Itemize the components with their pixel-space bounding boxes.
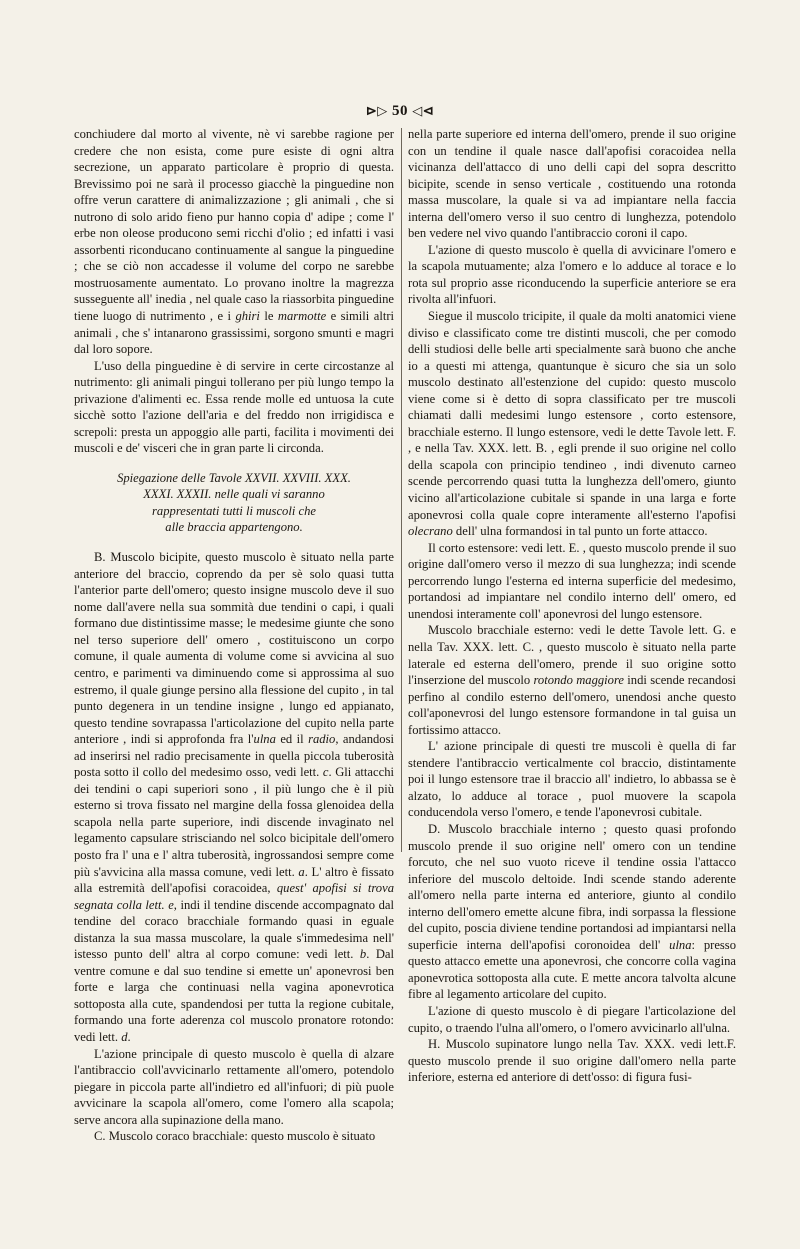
ornament-left-icon: ⊳▷: [365, 103, 388, 118]
paragraph: D. Muscolo bracchiale interno ; questo quasi profondo muscolo prende il suo origine nell' omero con un tendine forcuto, che nel suo vuoto riceve il tendine ossia l'attacco inferiore del muscolo deltoide. Indi scende stando aderente all'omero nella parte interna ed anteriore, giunto al condilo interno dell'omero emette alcune fibra, indi sorpassa la flessione del cupito, poscia diviene tendine portandosi ad impiantarsi nella superficie interna dell'apofisi coronoidea dell' ulna: presso questo attacco emette una aponevrosi, che concorre colla vagina aponevrotica sottoposta alla cute. E mette ancora talvolta alcune fibre al legamento articolare del cupito.: [408, 821, 737, 1002]
left-column: [74, 126, 394, 1145]
paragraph: B. Muscolo bicipite, questo muscolo è situato nella parte anteriore del braccio, coprendo da per sè solo quasi tutta l'anterior parte dell'omero; questo insigne muscolo deve il suo nome dall'avere nella sua sommità due tendini o capi, i quali formano due distintissime masse; le medesime giunte che sono nel terso superiore dell' omero , costituiscono un corpo comune, il quale aumenta di volume come si avvicina al suo centro, e parimenti va diminuendo come si approssima al suo estremo, il quale giunge persino alla flessione del cupito , in tal punto degenera in un tendine insigne , lungo ed appianato, questo tendine sovrapassa l'articolazione del cupito nella parte anteriore , indi si approfonda fra l'ulna ed il radio, andandosi ad inserirsi nel radio precisamente in quella piccola tuberosità posta sotto il collo del medesimo osso, vedi lett. c. Gli attacchi dei tendini o capi superiori sono , il più lungo che è il più esterno si trova fissato nel margine della fossa glenoidea della scapola nella parte superiore, indi discende invaginato nel legamento capsulare strisciando nel solco bicipitale dell'omero posto fra l' una e l' altra tuberosità, ingrossandosi sempre come più s'avvicina alla massa comune, vedi lett. a. L' altro è fissato alla estremità dell'apofisi coracoidea, quest' apofisi si trova segnata colla lett. e, indi il tendine discende accompagnato dal tendine del coraco bracchiale formando quasi in eguale distanza la sua massa muscolare, la quale s'immedesima nell' istesso punto dell' altra al corpo comune: vedi lett. b. Dal ventre comune e dal suo tendine si emette un' aponevrosi ben forte e larga che continuasi nella vagina aponevrotica sottoposta alla cute, spandendosi per tutta la regione cubitale, formando una forte aderenza col muscolo pronatore rotondo: vedi lett. d.: [74, 550, 395, 1044]
paragraph: Il corto estensore: vedi lett. E. , questo muscolo prende il suo origine dall'omero verso il mezzo di sua lunghezza; indi scende percorrendo lungo l'esterna ed interna superficie del medesimo, portandosi ad impiantare nel condilo interno dell' omero, ed unendosi interamente coll' aponevrosi del lungo estensore.: [408, 540, 736, 621]
paragraph: L'azione di questo muscolo è di piegare l'articolazione del cupito, o traendo l'ulna all'omero, o l'omero avvicinarlo all'ulna.: [408, 1003, 736, 1035]
paragraph: L'azione di questo muscolo è quella di avvicinare l'omero e la scapola mutuamente; alza l'omero e lo adduce al torace e lo rota sul proprio asse riconducendo la superficie anteriore se era rivolta all'infuori.: [408, 242, 736, 307]
paragraph: L'uso della pinguedine è di servire in certe circostanze al nutrimento: gli animali pingui tollerano per più lungo tempo la privazione d'alimenti ec. Essa rende molle ed untuosa la cute sicchè sotto l'azione dell'aria e del freddo non irrigidisca e screpoli: presta un appoggio alle parti, facilita i movimenti dei muscoli e de' visceri che in gran parte li circonda.: [74, 358, 394, 456]
column-divider: [401, 128, 402, 852]
right-column: [408, 126, 736, 1086]
page-header: [0, 103, 800, 120]
section-caption: [74, 470, 394, 535]
paragraph: L' azione principale di questi tre muscoli è quella di far stendere l'antibraccio verticalmente col braccio, distintamente poi il lungo estensore trae il braccio all' indietro, lo abbassa se è alzato, lo adduce al torace , puol muovere la scapola conducendola verso l'omero, e tende l'aponevrosi cubitale.: [408, 739, 736, 820]
caption-line: Spiegazione delle Tavole XXVII. XXVIII. XXX.: [117, 470, 351, 485]
paragraph: Muscolo bracchiale esterno: vedi le dette Tavole lett. G. e nella Tav. XXX. lett. C. , questo muscolo è situato nella parte laterale ed esterna dell'omero, prende il suo origine sotto l'inserzione del muscolo rotondo maggiore indi scende recandosi perfino al condilo esterno dell'omero, unendosi anche questo coll'aponevrosi del lungo estensore formandone in tal guisa un fortissimo attacco.: [408, 623, 737, 737]
paragraph: H. Muscolo supinatore lungo nella Tav. XXX. vedi lett.F. questo muscolo prende il suo origine dall'omero nella parte inferiore, esterna ed anteriore di dett'osso: di figura fusi-: [408, 1037, 736, 1085]
page-number: 50: [392, 103, 408, 119]
paragraph: C. Muscolo coraco bracchiale: questo muscolo è situato: [94, 1129, 376, 1144]
paragraph: nella parte superiore ed interna dell'omero, prende il suo origine con un tendine il quale nasce dall'apofisi coracoidea nella vicinanza dell'attacco di uno delli capi del sopra descritto bicipite, scende in senso verticale , costituendo una rotonda massa muscolare, la quale si va ad impiantare nella faccia interna dell'omero verso il suo centro di lunghezza, potendolo ben vedere nel vivo quando l'antibraccio coroni il capo.: [408, 127, 736, 241]
paragraph: Siegue il muscolo tricipite, il quale da molti anatomici viene diviso e classificato come tre distinti muscoli, che per comodo delli studiosi delle belle arti specialmente sarà buono che anche io a questi mi attenga, quantunque è sicuro che sia un solo muscolo destinato all'estenzione del cupido: questo muscolo viene come si è detto di sopra classificato per tre muscoli chiamati dalli medesimi lungo estensore , corto estensore, bracchiale esterno. Il lungo estensore, vedi le dette Tavole lett. F. , e nella Tav. XXX. lett. B. , egli prende il suo origine nel collo della scapola con principio tendineo , indi divenuto carneo scende percorrendo quasi tutta la lunghezza dell'omero, giunto vicino all'articolazione cubitale si spande in una larga e forte aponevrosi colla quale copre interamente all'esterno l'apofisi olecrano dell' ulna formandosi in tal punto un forte attacco.: [408, 309, 736, 539]
caption-line: alle braccia appartengono.: [165, 519, 303, 534]
ornament-right-icon: ◁⊲: [412, 103, 435, 118]
paragraph: L'azione principale di questo muscolo è quella di alzare l'antibraccio coll'avvicinarlo rettamente all'omero, potendolo piegare in piccola parte all'indietro ed all'infuori; di più puole avvicinare la scapola all'omero, come l'omero alla scapola; serve ancora alla supinazione della mano.: [74, 1046, 394, 1127]
caption-line: XXXI. XXXII. nelle quali vi saranno: [143, 487, 325, 502]
caption-line: rappresentati tutti li muscoli che: [152, 503, 316, 518]
paragraph: conchiudere dal morto al vivente, nè vi sarebbe ragione per credere che non esista, come pure esiste di ogni altra secrezione, un apparato particolare è proprio di questa. Brevissimo poi ne sarà il processo giacchè la pinguedine non offre verun carattere di animalizzazione ; gli animali , che si nutrono di solo arido fieno pur hanno copia d' adipe ; come l' erbe non oleose producono semi ricchi d'olio ; ed infatti i vasi assorbenti riconducano continuamente al sangue la pinguedine ; che se ciò non accadesse il volume del corpo ne sarebbe mostruosamente aumentato. Lo provano inoltre la magrezza susseguente all' inedia , nel quale caso la riassorbita pinguedine tiene luogo di nutrimento , e i ghiri le marmotte e simili altri animali , che s' intanarono grassissimi, sorgono smunti e magri dal loro sopore.: [74, 127, 395, 357]
